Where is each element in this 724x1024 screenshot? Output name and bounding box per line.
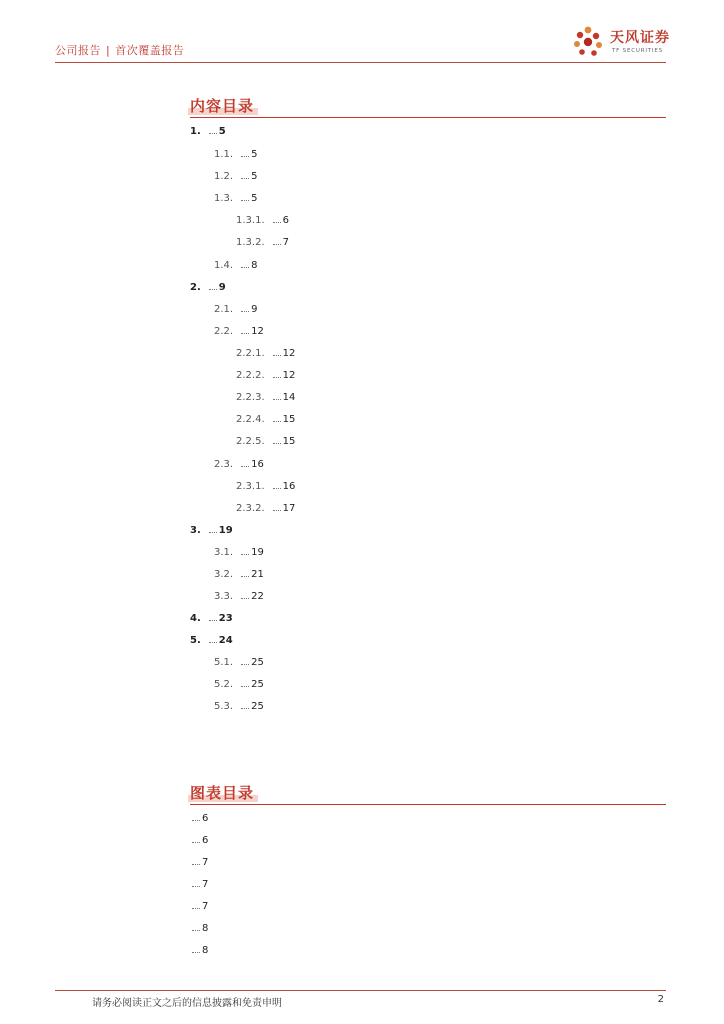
toc-item-page: 9 (218, 282, 226, 293)
report-subtype: 首次覆盖报告 (115, 44, 185, 57)
brand-name-english: TF SECURITIES (612, 48, 663, 54)
toc-leader-dots (241, 654, 249, 665)
toc-item-number: 5. (190, 635, 201, 646)
toc-item-number: 5.2. (214, 679, 234, 690)
toc-item-number: 3. (190, 525, 201, 536)
toc-leader-dots (273, 234, 281, 245)
toc-leader-dots (209, 522, 217, 533)
toc-leader-dots (273, 367, 281, 378)
figure-leader-dots (192, 942, 200, 953)
figures-heading-rule (190, 804, 666, 805)
toc-leader-dots (273, 411, 281, 422)
toc-item-number: 2.2.4. (236, 414, 265, 425)
toc-item-number: 4. (190, 613, 201, 624)
toc-item-number: 2.2.1. (236, 348, 265, 359)
toc-leader-dots (241, 323, 249, 334)
toc-item-page: 16 (251, 459, 264, 470)
toc-item-page: 9 (251, 304, 258, 315)
report-header-label (55, 42, 184, 58)
toc-item-number: 3.3. (214, 591, 234, 602)
toc-leader-dots (209, 610, 217, 621)
toc-leader-dots (241, 544, 249, 555)
figure-item-page: 7 (202, 901, 209, 912)
toc-item-page: 5 (218, 126, 226, 137)
brand-name: 天风证券 (610, 30, 670, 46)
figure-item-page: 8 (202, 945, 209, 956)
toc-leader-dots (241, 676, 249, 687)
toc-item-page: 24 (218, 635, 233, 646)
toc-heading (190, 95, 254, 116)
toc-item-page: 6 (282, 215, 289, 226)
toc-item-page: 25 (251, 701, 264, 712)
figure-item-page: 6 (202, 813, 209, 824)
toc-item-page: 19 (218, 525, 233, 536)
toc-item-page: 5 (251, 193, 258, 204)
toc-leader-dots (241, 588, 249, 599)
toc-item-page: 12 (251, 326, 264, 337)
figure-leader-dots (192, 854, 200, 865)
toc-leader-dots (241, 190, 249, 201)
toc-item-page: 16 (282, 481, 296, 492)
toc-item-number: 1.2. (214, 171, 234, 182)
figures-heading (190, 782, 254, 803)
toc-item-number: 2.3. (214, 459, 234, 470)
header-divider (55, 62, 666, 63)
figure-item-page: 6 (202, 835, 209, 846)
toc-leader-dots (241, 456, 249, 467)
figure-item-page: 7 (202, 879, 209, 890)
toc-item-number: 1.1. (214, 149, 234, 160)
toc-item-page: 17 (282, 503, 296, 514)
toc-leader-dots (209, 279, 217, 290)
toc-leader-dots (273, 478, 281, 489)
figure-leader-dots (192, 876, 200, 887)
toc-item-number: 2.1. (214, 304, 234, 315)
toc-item-page: 14 (282, 392, 296, 403)
toc-item-page: 21 (251, 569, 264, 580)
figure-leader-dots (192, 920, 200, 931)
toc-item-number: 2.2.5. (236, 436, 265, 447)
figure-item-page: 7 (202, 857, 209, 868)
disclaimer-note: 请务必阅读正文之后的信息披露和免责申明 (92, 998, 282, 1009)
toc-item-page: 15 (282, 414, 296, 425)
toc-leader-dots (209, 632, 217, 643)
toc-leader-dots (241, 566, 249, 577)
figure-leader-dots (192, 898, 200, 909)
toc-item-number: 2. (190, 282, 201, 293)
toc-item-page: 7 (282, 237, 289, 248)
toc-item-number: 2.2.3. (236, 392, 265, 403)
toc-leader-dots (273, 433, 281, 444)
toc-item-page: 25 (251, 657, 264, 668)
figure-leader-dots (192, 832, 200, 843)
report-type: 公司报告 (55, 44, 101, 57)
toc-item-page: 5 (251, 149, 258, 160)
header-separator: | (106, 44, 111, 57)
toc-item-page: 12 (282, 348, 296, 359)
toc-item-number: 2.2. (214, 326, 234, 337)
toc-item-number: 2.3.1. (236, 481, 265, 492)
toc-item-number: 1. (190, 126, 201, 137)
toc-item-page: 19 (251, 547, 264, 558)
toc-item-page: 15 (282, 436, 296, 447)
toc-leader-dots (209, 123, 217, 134)
toc-item-number: 5.1. (214, 657, 234, 668)
toc-leader-dots (273, 212, 281, 223)
toc-leader-dots (241, 146, 249, 157)
toc-item-number: 5.3. (214, 701, 234, 712)
toc-leader-dots (241, 257, 249, 268)
toc-item-page: 12 (282, 370, 296, 381)
page-number: 2 (657, 994, 664, 1005)
toc-heading-text: 内容目录 (190, 97, 255, 115)
toc-item-number: 3.2. (214, 569, 234, 580)
toc-item-number: 3.1. (214, 547, 234, 558)
toc-leader-dots (273, 500, 281, 511)
figure-leader-dots (192, 810, 200, 821)
figure-item-page: 8 (202, 923, 209, 934)
toc-item-page: 25 (251, 679, 264, 690)
toc-leader-dots (241, 301, 249, 312)
toc-item-number: 2.2.2. (236, 370, 265, 381)
toc-item-page: 5 (251, 171, 258, 182)
toc-item-page: 22 (251, 591, 264, 602)
footer-divider (55, 990, 666, 991)
toc-item-number: 1.3.1. (236, 215, 265, 226)
toc-item-page: 8 (251, 260, 258, 271)
toc-item-number: 1.4. (214, 260, 234, 271)
toc-leader-dots (241, 168, 249, 179)
toc-item-number: 1.3. (214, 193, 234, 204)
toc-item-number: 1.3.2. (236, 237, 265, 248)
toc-leader-dots (273, 345, 281, 356)
toc-item-page: 23 (218, 613, 233, 624)
toc-leader-dots (273, 389, 281, 400)
toc-leader-dots (241, 698, 249, 709)
figures-heading-text: 图表目录 (190, 784, 255, 802)
toc-heading-rule (190, 117, 666, 118)
toc-item-number: 2.3.2. (236, 503, 265, 514)
